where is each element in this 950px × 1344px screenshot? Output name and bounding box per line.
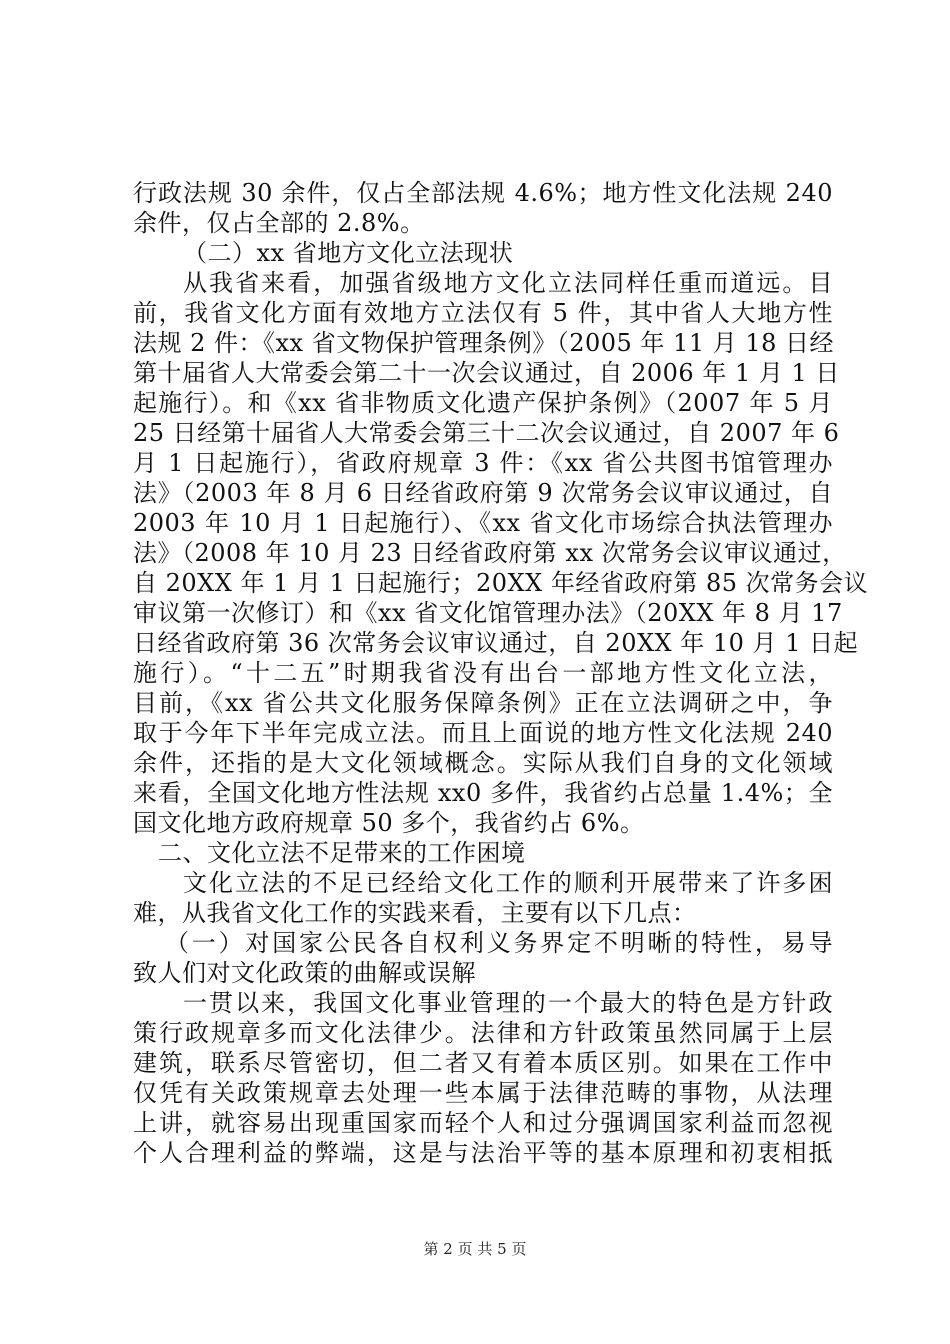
body-text-line: 月 1 日起施行），省政府规章 3 件：《xx 省公共图书馆管理办 <box>133 449 833 477</box>
subsection-heading: （一）对国家公民各自权利义务界定不明晰的特性，易导 <box>165 929 833 957</box>
subsection-heading: 致人们对文化政策的曲解或误解 <box>133 959 476 987</box>
body-text-line: 2003 年 10 月 1 日起施行）、《xx 省文化市场综合执法管理办 <box>133 509 833 537</box>
body-text-line: 前，我省文化方面有效地方立法仅有 5 件，其中省人大地方性 <box>133 299 833 327</box>
body-text-line: 第十届省人大常委会第二十一次会议通过，自 2006 年 1 月 1 日 <box>133 359 840 387</box>
body-text-line: 法规 2 件：《xx 省文物保护管理条例》（2005 年 11 月 18 日经 <box>133 329 835 357</box>
body-text-line: 行政法规 30 余件，仅占全部法规 4.6%；地方性文化法规 240 <box>133 179 833 207</box>
body-text-line: 法》（2003 年 8 月 6 日经省政府第 9 次常务会议审议通过，自 <box>133 479 833 507</box>
body-text-line: 起施行）。和《xx 省非物质文化遗产保护条例》（2007 年 5 月 <box>133 389 833 417</box>
body-text-line: 来看，全国文化地方性法规 xx0 多件，我省约占总量 1.4%；全 <box>133 779 833 807</box>
body-text-line: 难，从我省文化工作的实践来看，主要有以下几点： <box>133 899 697 927</box>
body-text-line: 施行）。“十二五”时期我省没有出台一部地方性文化立法， <box>133 659 833 687</box>
body-text-line: 法》（2008 年 10 月 23 日经省政府第 xx 次常务会议审议通过， <box>133 539 847 567</box>
body-text-line: 取于今年下半年完成立法。而且上面说的地方性文化法规 240 <box>133 719 833 747</box>
body-text-line: 仅凭有关政策规章去处理一些本属于法律范畴的事物，从法理 <box>133 1079 833 1107</box>
body-text-line: 一贯以来，我国文化事业管理的一个最大的特色是方针政 <box>183 989 833 1017</box>
body-text-line: 文化立法的不足已经给文化工作的顺利开展带来了许多困 <box>183 869 833 897</box>
body-text-line: 策行政规章多而文化法律少。法律和方针政策虽然同属于上层 <box>133 1019 833 1047</box>
body-text-line: 从我省来看，加强省级地方文化立法同样任重而道远。目 <box>183 269 833 297</box>
body-text-line: 自 20XX 年 1 月 1 日起施行；20XX 年经省政府第 85 次常务会议 <box>133 569 869 597</box>
body-text-line: 余件，还指的是大文化领域概念。实际从我们自身的文化领域 <box>133 749 833 777</box>
body-text-line: 国文化地方政府规章 50 多个，我省约占 6%。 <box>133 809 645 837</box>
body-text-line: 日经省政府第 36 次常务会议审议通过，自 20XX 年 10 月 1 日起 <box>133 629 859 657</box>
body-text-line: 建筑，联系尽管密切，但二者又有着本质区别。如果在工作中 <box>133 1049 833 1077</box>
body-text-line: 个人合理利益的弊端，这是与法治平等的基本原理和初衷相抵 <box>133 1139 833 1167</box>
section-heading: （二）xx 省地方文化立法现状 <box>183 239 514 267</box>
body-text-line: 上讲，就容易出现重国家而轻个人和过分强调国家利益而忽视 <box>133 1109 833 1137</box>
section-heading: 二、文化立法不足带来的工作困境 <box>158 839 526 867</box>
body-text-line: 审议第一次修订）和《xx 省文化馆管理办法》（20XX 年 8 月 17 <box>133 599 843 627</box>
body-text-line: 余件，仅占全部的 2.8%。 <box>133 209 425 237</box>
body-text-line: 25 日经第十届省人大常委会第三十二次会议通过，自 2007 年 6 <box>133 419 840 447</box>
page-footer: 第 2 页 共 5 页 <box>423 1240 527 1258</box>
body-text-line: 目前，《xx 省公共文化服务保障条例》正在立法调研之中，争 <box>133 689 833 717</box>
